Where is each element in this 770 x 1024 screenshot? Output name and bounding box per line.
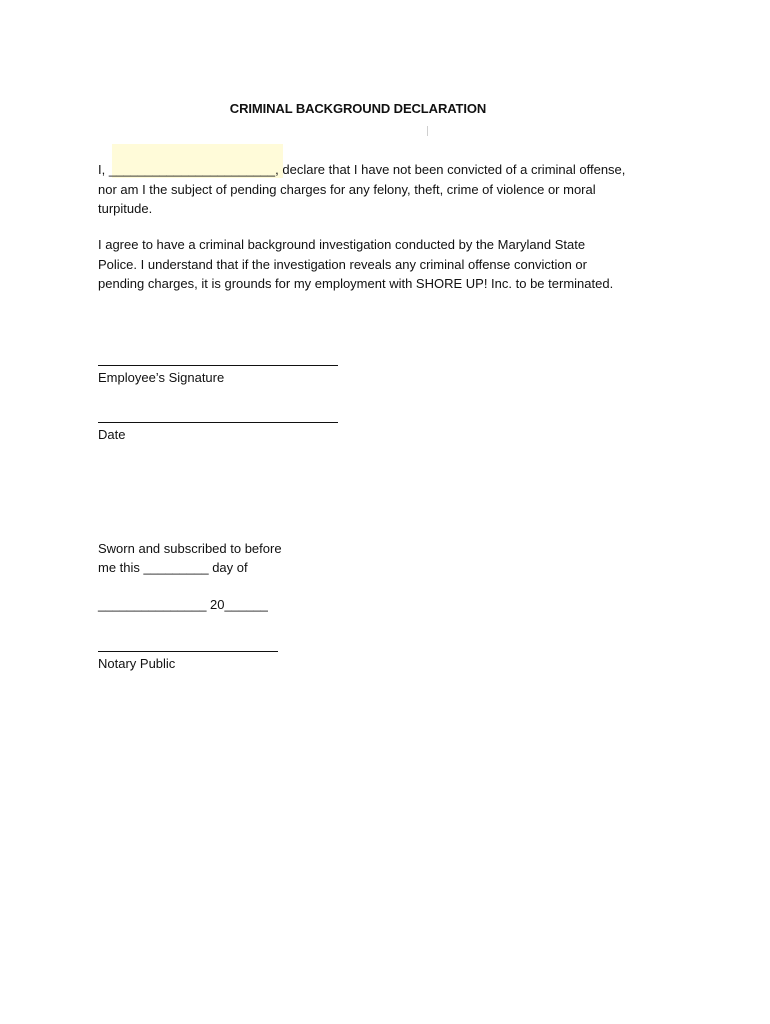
date-label: Date <box>98 427 126 442</box>
notary-block <box>98 651 278 672</box>
notary-signature-line[interactable] <box>98 651 278 652</box>
declaration-paragraph <box>98 160 678 219</box>
text-cursor-mark <box>427 126 428 136</box>
declaration-line-3: turpitude. <box>98 201 153 216</box>
consent-line-1: I agree to have a criminal background investigation conducted by the Maryland State <box>98 237 586 252</box>
consent-paragraph <box>98 235 678 294</box>
consent-line-2: Police. I understand that if the investigation reveals any criminal offense conviction or <box>98 256 587 272</box>
declaration-prefix: I, <box>98 162 109 177</box>
date-block <box>98 422 338 443</box>
sworn-statement <box>98 539 282 577</box>
declaration-suffix: , declare that I have not been convicted of a criminal offense, <box>275 162 626 177</box>
employee-signature-block <box>98 365 338 386</box>
declaration-line-2: nor am I the subject of pending charges for any felony, theft, crime of violence or moral <box>98 181 596 197</box>
name-blank: _______________________ <box>108 162 276 177</box>
employee-signature-label: Employee’s Signature <box>98 370 225 385</box>
declaration-line-1 <box>98 160 678 180</box>
date-signature-line[interactable] <box>98 422 338 423</box>
document-title: CRIMINAL BACKGROUND DECLARATION <box>229 101 487 116</box>
sworn-line-2: me this _________ day of <box>98 560 248 575</box>
notary-label: Notary Public <box>98 656 176 671</box>
consent-line-3: pending charges, it is grounds for my employment with SHORE UP! Inc. to be terminated. <box>98 276 614 291</box>
sworn-line-1: Sworn and subscribed to before <box>98 541 282 556</box>
employee-signature-line[interactable] <box>98 365 338 366</box>
notary-date-line: _______________ 20______ <box>98 597 268 612</box>
